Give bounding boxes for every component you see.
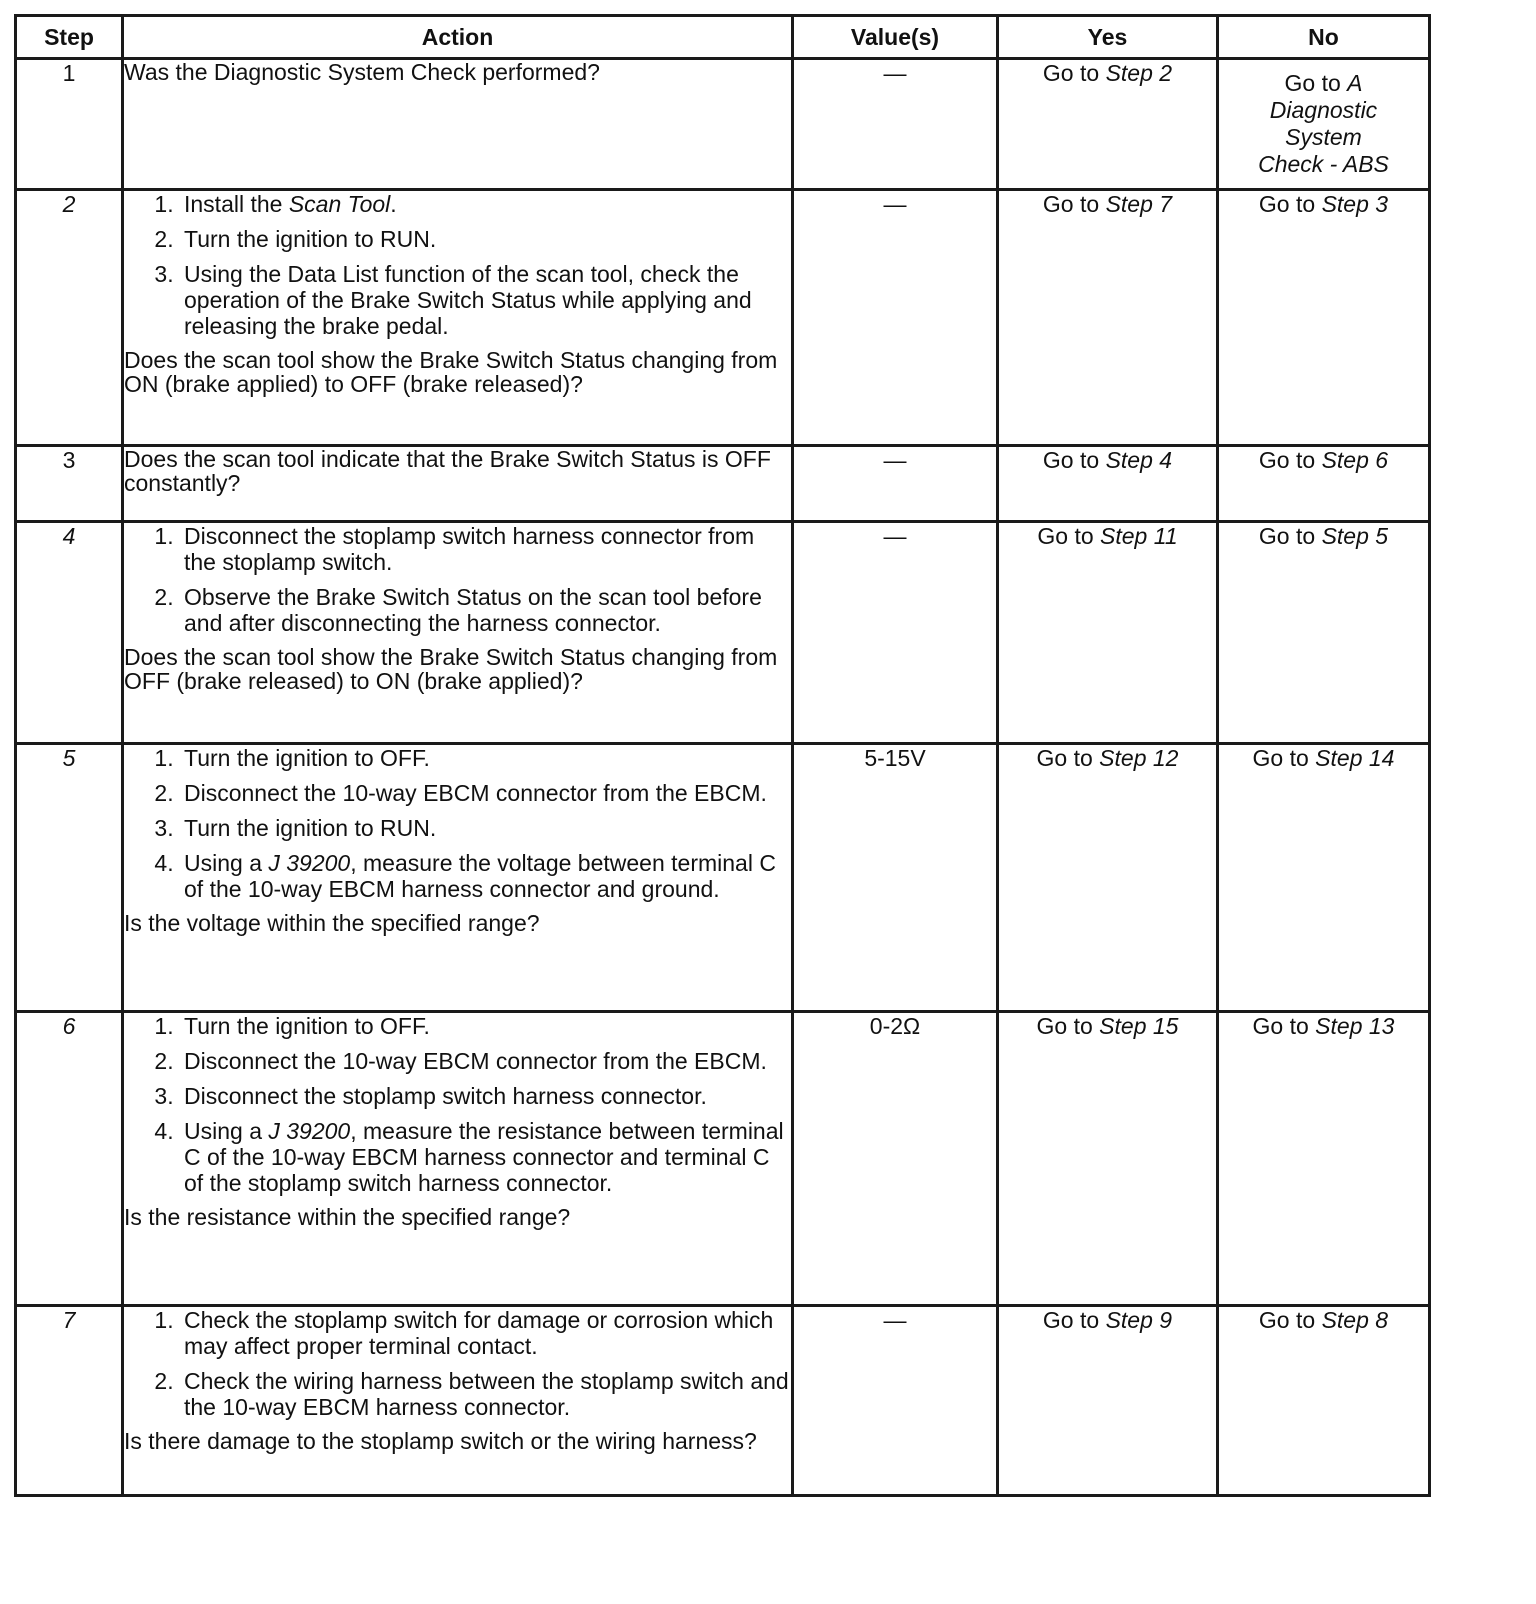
header-row: [16, 16, 1430, 59]
no-step-ref: Step 13: [1315, 1013, 1395, 1039]
no-cell: [1218, 522, 1430, 744]
no-step-ref: Step 14: [1315, 745, 1395, 771]
table-row: [16, 522, 1430, 744]
action-list: [124, 191, 791, 339]
no-ref-line: Check - ABS: [1258, 151, 1389, 177]
action-item: 3. Disconnect the stoplamp switch harness connector.: [180, 1083, 791, 1109]
value-cell: 0-2Ω: [793, 1012, 998, 1306]
value-cell: —: [793, 190, 998, 446]
action-question: Is the resistance within the specified range?: [124, 1204, 571, 1230]
action-item: 1. Install the Scan Tool.: [180, 191, 791, 217]
step-number: 2: [16, 190, 123, 446]
action-item: 2. Disconnect the 10-way EBCM connector from the EBCM.: [180, 1048, 791, 1074]
yes-prefix: Go to: [1037, 523, 1094, 549]
no-step-ref: A: [1347, 70, 1363, 96]
header-action: Action: [123, 16, 793, 59]
yes-prefix: Go to: [1036, 745, 1093, 771]
diagnostic-table: [14, 14, 1431, 1497]
action-item: 1. Turn the ignition to OFF.: [180, 1013, 791, 1039]
no-step-ref: Step 3: [1321, 191, 1389, 217]
yes-prefix: Go to: [1042, 60, 1100, 86]
action-question: Does the scan tool show the Brake Switch Status changing from ON (brake applied) to OFF (brake released)?: [124, 347, 778, 397]
action-cell: [123, 446, 793, 522]
no-prefix: Go to: [1258, 191, 1316, 217]
action-cell: [123, 59, 793, 190]
value-cell: —: [793, 446, 998, 522]
no-cell: [1218, 190, 1430, 446]
no-prefix: Go to: [1252, 1013, 1309, 1039]
table-row: [16, 1012, 1430, 1306]
action-question: Was the Diagnostic System Check performed?: [124, 59, 600, 85]
action-item: 1. Check the stoplamp switch for damage or corrosion which may affect proper terminal contact.: [180, 1307, 791, 1359]
yes-step-ref: Step 15: [1099, 1013, 1179, 1039]
yes-cell: [998, 1012, 1218, 1306]
value-cell: 5-15V: [793, 744, 998, 1012]
header-yes: Yes: [998, 16, 1218, 59]
table-row: [16, 59, 1430, 190]
step-number: 6: [16, 1012, 123, 1306]
action-question: Is the voltage within the specified range?: [124, 910, 540, 936]
no-cell: [1218, 1012, 1430, 1306]
no-cell: [1218, 1306, 1430, 1496]
action-question: Does the scan tool show the Brake Switch Status changing from OFF (brake released) to ON (brake applied)?: [124, 644, 778, 694]
yes-prefix: Go to: [1042, 447, 1100, 473]
header-values: Value(s): [793, 16, 998, 59]
step-number: 3: [16, 446, 123, 522]
yes-prefix: Go to: [1042, 191, 1100, 217]
yes-cell: [998, 446, 1218, 522]
action-cell: [123, 190, 793, 446]
yes-prefix: Go to: [1042, 1307, 1100, 1333]
no-ref-line: Diagnostic: [1269, 97, 1378, 123]
action-item: 2. Disconnect the 10-way EBCM connector from the EBCM.: [180, 780, 791, 806]
yes-step-ref: Step 12: [1099, 745, 1179, 771]
no-prefix: Go to: [1252, 745, 1309, 771]
no-prefix: Go to: [1258, 1307, 1316, 1333]
action-question: Is there damage to the stoplamp switch or the wiring harness?: [124, 1428, 757, 1454]
step-number: 5: [16, 744, 123, 1012]
table-row: [16, 1306, 1430, 1496]
action-list: [124, 745, 791, 902]
action-cell: [123, 522, 793, 744]
value-cell: —: [793, 59, 998, 190]
table-row: [16, 190, 1430, 446]
action-item: 4. Using a J 39200, measure the resistance between terminal C of the 10-way EBCM harness connector and terminal C of the stoplamp switch harness connector.: [180, 1118, 791, 1196]
yes-cell: [998, 1306, 1218, 1496]
step-number: 1: [16, 59, 123, 190]
table-row: [16, 744, 1430, 1012]
action-list: [124, 523, 791, 636]
action-item: 2. Check the wiring harness between the stoplamp switch and the 10-way EBCM harness connector.: [180, 1368, 791, 1420]
yes-step-ref: Step 4: [1105, 447, 1173, 473]
action-item: 3. Using the Data List function of the scan tool, check the operation of the Brake Switch Status while applying and releasing the brake pedal.: [180, 261, 791, 339]
yes-step-ref: Step 9: [1105, 1307, 1173, 1333]
action-item: 1. Turn the ignition to OFF.: [180, 745, 791, 771]
yes-cell: [998, 522, 1218, 744]
yes-prefix: Go to: [1036, 1013, 1093, 1039]
action-item: 2. Turn the ignition to RUN.: [180, 226, 791, 252]
no-step-ref: Step 8: [1321, 1307, 1389, 1333]
no-cell: [1218, 744, 1430, 1012]
no-cell: [1218, 59, 1430, 190]
no-prefix: Go to: [1284, 70, 1341, 96]
yes-step-ref: Step 11: [1100, 523, 1178, 549]
action-item: 2. Observe the Brake Switch Status on the scan tool before and after disconnecting the harness connector.: [180, 584, 791, 636]
yes-cell: [998, 190, 1218, 446]
yes-step-ref: Step 7: [1105, 191, 1173, 217]
no-step-ref: Step 5: [1321, 523, 1389, 549]
action-cell: [123, 1306, 793, 1496]
yes-step-ref: Step 2: [1105, 60, 1173, 86]
value-cell: —: [793, 522, 998, 744]
no-cell: [1218, 446, 1430, 522]
action-list: [124, 1013, 791, 1196]
action-cell: [123, 744, 793, 1012]
action-item: 3. Turn the ignition to RUN.: [180, 815, 791, 841]
no-prefix: Go to: [1258, 523, 1316, 549]
table-row: [16, 446, 1430, 522]
header-no: No: [1218, 16, 1430, 59]
action-list: [124, 1307, 791, 1420]
no-ref-line: System: [1285, 124, 1362, 150]
action-item: 1. Disconnect the stoplamp switch harness connector from the stoplamp switch.: [180, 523, 791, 575]
action-item: 4. Using a J 39200, measure the voltage between terminal C of the 10-way EBCM harness connector and ground.: [180, 850, 791, 902]
value-cell: —: [793, 1306, 998, 1496]
header-step: Step: [16, 16, 123, 59]
action-question: Does the scan tool indicate that the Brake Switch Status is OFF constantly?: [124, 446, 771, 496]
yes-cell: [998, 59, 1218, 190]
step-number: 4: [16, 522, 123, 744]
action-cell: [123, 1012, 793, 1306]
yes-cell: [998, 744, 1218, 1012]
no-prefix: Go to: [1258, 447, 1316, 473]
step-number: 7: [16, 1306, 123, 1496]
no-step-ref: Step 6: [1321, 447, 1389, 473]
